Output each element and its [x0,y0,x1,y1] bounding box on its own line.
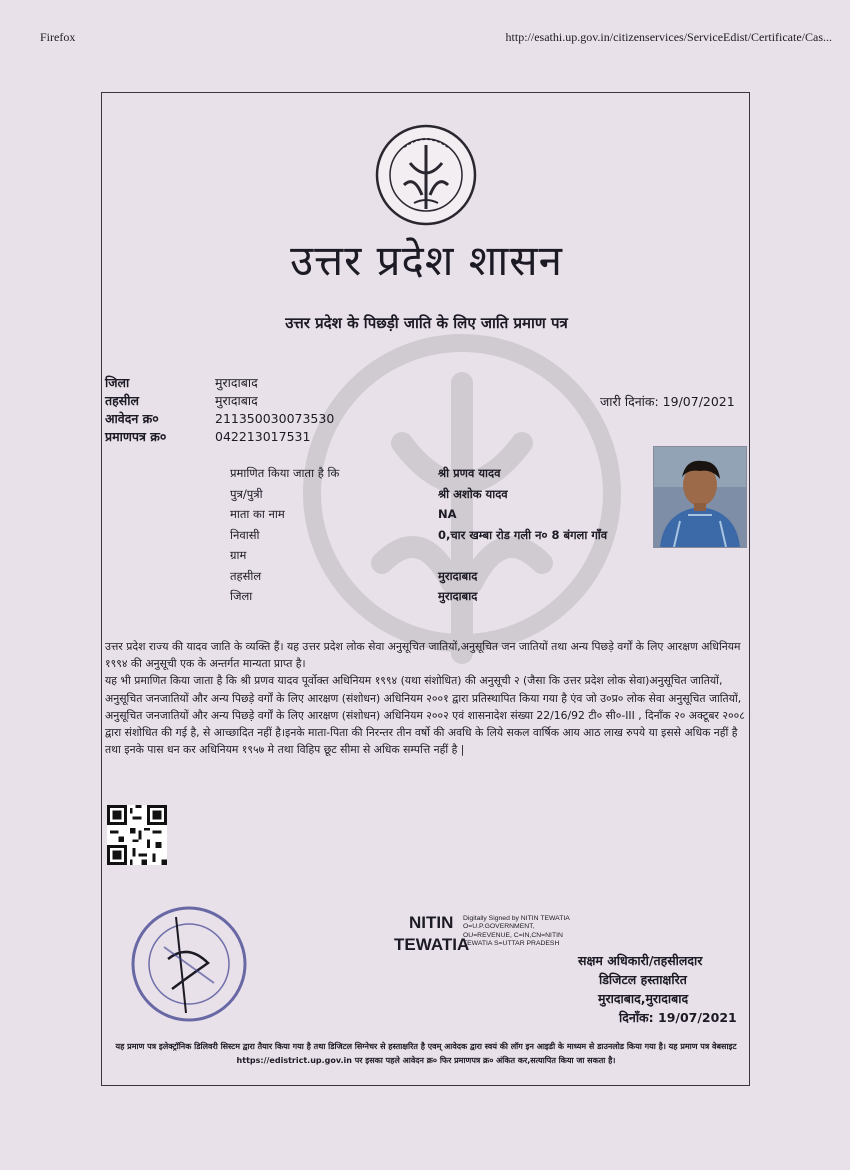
detail-value: मुरादाबाद [438,589,478,603]
caste-certificate [101,92,750,1086]
signer-name-last: TEWATIA [394,935,470,954]
person-photo-icon [654,447,746,547]
detail-label: पुत्र/पुत्री [230,486,263,501]
browser-name: Firefox [40,30,76,44]
detail-value: मुरादाबाद [438,568,478,583]
detail-value: श्री अशोक यादव [438,486,508,501]
meta-value: मुरादाबाद [215,375,258,390]
meta-value: मुरादाबाद [215,393,258,408]
certificate-body [105,638,747,758]
detail-label: जिला [230,589,253,603]
signer-name-first: NITIN [409,913,454,932]
verification-footer: यह प्रमाण पत्र इलेक्ट्रॉनिक डिलिवरी सिस्टम द्वारा तैयार किया गया है तथा डिजिटल सिग्नेचर से हस्ताक्षरित है एवम् आवेदक द्वारा स्वयं की लॉग इन आइडी के माध्यम से डाउनलोड किया गया है। यह प्रमाण पत्र वेबसाइट https://edistrict.up.gov.in पर इसका पहले आवेदन क्र० फिर प्रमाणपत्र क्र० अंकित कर,सत्यापित किया जा सकता है। [115,1042,737,1065]
authority-line: सक्षम अधिकारी/तहसीलदार [578,953,703,968]
issuing-authority [578,951,737,1027]
detail-row-residence [230,525,607,546]
applicant-details [230,463,607,607]
detail-label: ग्राम [230,548,247,562]
detail-row-village [230,545,607,566]
meta-label: आवेदन क्र० [105,411,159,426]
detail-value: NA [438,507,457,521]
up-government-emblem-icon [374,123,478,227]
issue-date: जारी दिनांक: 19/07/2021 [600,394,735,409]
page-url: http://esathi.up.gov.in/citizenservices/ServiceEdist/Certificate/Cas... [505,30,832,44]
meta-row-certificate-number [105,428,334,446]
applicant-photo [653,446,747,548]
government-title: उत्तर प्रदेश शासन [290,236,563,285]
authority-line: डिजिटल हस्ताक्षरित [599,972,687,987]
meta-label: तहसील [105,393,139,408]
detail-label: तहसील [230,568,262,583]
body-paragraph: उत्तर प्रदेश राज्य की यादव जाति के व्यक्ति हैं। यह उत्तर प्रदेश लोक सेवा अनुसूचित जातियों,अनुसूचित जन जातियों तथा अन्य पिछड़े वर्गों के लिए आरक्षण अधिनियम १९९४ की अनुसूची एक के अन्तर्गत मान्यता प्राप्त है। [105,640,741,671]
application-meta [105,374,334,446]
meta-row-tehsil [105,392,334,410]
meta-label: प्रमाणपत्र क्र० [105,429,167,444]
meta-value: 042213017531 [215,429,311,444]
meta-value: 211350030073530 [215,411,335,426]
detail-label: माता का नाम [230,507,285,521]
authority-line: दिनाँक: 19/07/2021 [619,1010,737,1025]
detail-row-tehsil [230,566,607,587]
meta-label: जिला [105,375,130,390]
detail-label: प्रमाणित किया जाता है कि [230,466,340,480]
certificate-title: उत्तर प्रदेश के पिछड़ी जाति के लिए जाति प्रमाण पत्र [285,314,568,332]
detail-value: श्री प्रणव यादव [438,466,501,480]
detail-label: निवासी [230,527,260,542]
qr-code-icon [107,805,167,865]
detail-row-parent [230,484,607,505]
meta-row-district [105,374,334,392]
authority-line: मुरादाबाद,मुरादाबाद [598,991,689,1006]
detail-value: 0,चार खम्बा रोड गली न० 8 बंगला गाँव [438,527,608,542]
detail-row-mother [230,504,607,525]
detail-row-district [230,586,607,607]
tehsildar-seal-stamp-icon [128,903,250,1025]
body-paragraph: यह भी प्रमाणित किया जाता है कि श्री प्रणव यादव पूर्वोक्त अधिनियम १९९४ (यथा संशोधित) की अनुसूची २ (जैसा कि उत्तर प्रदेश लोक सेवा)अनुसूचित जातियों, अनुसूचित जनजातियों और अन्य पिछड़े वर्गों के लिए आरक्षण (संशोधन) अधिनियम २००१ द्वारा प्रतिस्थापित किया गया है एंव जो उ०प्र० लोक सेवा अनुसूचित जातियों, अनुसूचित जनजातियों और अन्य पिछड़े वर्गों के लिए आरक्षण (संशोधन) अधिनियम २००२ एवं शासनादेश संख्या 22/16/92 टी० सी०-III , दिनाँक २० अक्टूबर २००८ द्वारा संशोधित की गई है, से आच्छादित नहीं है।इनके माता-पिता की निरन्तर तीन वर्षो की अवधि के लिये सकल वार्षिक आय आठ लाख रुपये या इससे अधिक नहीं है तथा इनके पास धन कर अधिनियम १९५७ मे तथा विहिप छूट सीमा से अधिक सम्पत्ति नहीं है | [105,674,745,757]
signature-details: Digitally Signed by NITIN TEWATIA O=U.P.GOVERNMENT, OU=REVENUE, C=IN,CN=NITIN TEWATIA S=UTTAR PRADESH [463,915,570,948]
detail-row-name [230,463,607,484]
browser-header [0,0,850,60]
meta-row-application-number [105,410,334,428]
